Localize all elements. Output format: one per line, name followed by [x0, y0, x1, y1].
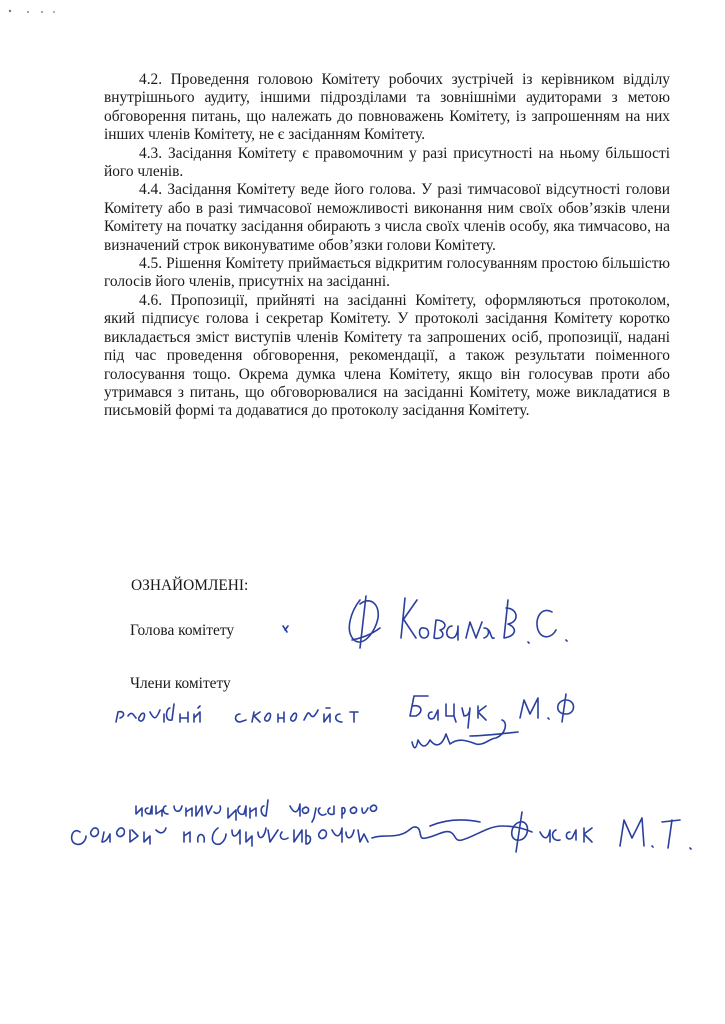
paragraph-4-4: 4.4. Засідання Комітету веде його голова. У разі тимчасової відсутності голови Комітету або в разі тимчасової неможливості виконання ним своїх обов’язків члени Комітету на початку засідання обирають з числа своїх членів особу, яка тимчасово, на визначений строк виконуватиме обов’язки голови Комітету. [104, 181, 670, 254]
paragraph-4-2: 4.2. Проведення головою Комітету робочих зустрічей із керівником відділу внутрішнього аудиту, іншими підрозділами та зовнішніми аудиторами з метою обговорення питань, що належать до повноважень Комітету, із запрошенням на них інших членів Комітету, не є засіданням Комітету. [104, 71, 670, 144]
head-signature-name [401, 598, 567, 643]
head-signature-scribble [349, 596, 380, 648]
paragraph-4-5: 4.5. Рішення Комітету приймається відкритим голосуванням простою більшістю голосів його членів, присутніх на засіданні. [104, 255, 670, 291]
committee-members-label: Члени комітету [130, 675, 231, 692]
paragraph-4-3: 4.3. Засідання Комітету є правомочним у разі присутності на ньому більшості його членів. [104, 144, 670, 181]
member1-name-handwriting [410, 694, 574, 728]
head-tick-mark [283, 626, 288, 632]
committee-head-label: Голова комітету [130, 622, 235, 639]
member2-signature-scribble [412, 720, 518, 748]
member3-position-handwriting [72, 800, 377, 846]
member3-name-handwriting [512, 812, 691, 852]
acknowledged-heading: ОЗНАЙОМЛЕНІ: [131, 577, 249, 594]
member3-signature-scribble [372, 820, 532, 840]
paragraph-4-6: 4.6. Пропозиції, прийняті на засіданні Комітету, оформляються протоколом, який підписує голова і секретар Комітету. У протоколі засідання Комітету коротко викладається зміст виступів членів Комітету та запрошених осіб, пропозиції, надані під час проведення обговорення, рекомендації, а також результати поіменного голосування тощо. Окрема думка члена Комітету, якщо він голосував проти або утримався з питань, що обговорювалися на засіданні Комітету, може викладатися в письмовій формі та додаватися до протоколу засідання Комітету. [104, 291, 670, 420]
member1-position-handwriting [116, 704, 358, 722]
